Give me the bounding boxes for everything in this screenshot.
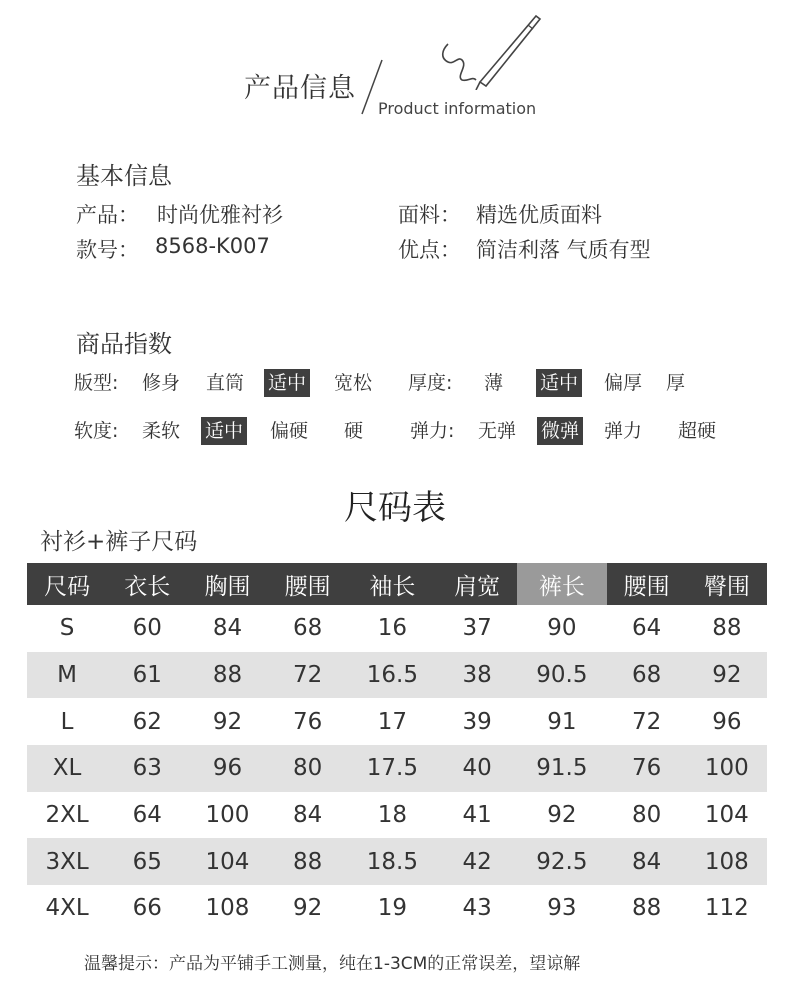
table-cell: 80 bbox=[268, 745, 348, 792]
elasticity-option: 无弹 bbox=[478, 420, 517, 442]
index-row-softness-elasticity bbox=[0, 417, 790, 445]
table-cell: 40 bbox=[437, 745, 517, 792]
table-row bbox=[27, 838, 767, 885]
table-row bbox=[27, 745, 767, 792]
elasticity-label: 弹力: bbox=[410, 420, 455, 442]
softness-label: 软度: bbox=[74, 420, 119, 442]
table-row bbox=[27, 885, 767, 932]
table-cell: 91.5 bbox=[517, 745, 606, 792]
basic-info-title: 基本信息 bbox=[76, 162, 172, 190]
table-cell: 63 bbox=[107, 745, 187, 792]
table-cell: 76 bbox=[293, 708, 323, 735]
basic-info-row bbox=[76, 199, 139, 229]
table-cell: 64 bbox=[631, 615, 662, 642]
table-cell: 4XL bbox=[45, 895, 89, 922]
table-cell: 84 bbox=[293, 802, 323, 829]
size-chart-caption: 衬衫+裤子尺码 bbox=[40, 529, 198, 555]
table-cell: 108 bbox=[205, 895, 250, 922]
table-cell: 90.5 bbox=[517, 652, 606, 699]
table-cell: 104 bbox=[187, 838, 267, 885]
softness-option: 偏硬 bbox=[270, 420, 309, 442]
table-cell: S bbox=[59, 615, 75, 642]
table-cell: 72 bbox=[268, 652, 348, 699]
elasticity-option: 超硬 bbox=[678, 420, 717, 442]
table-cell: 42 bbox=[437, 838, 517, 885]
size-chart-title: 尺码表 bbox=[344, 488, 446, 528]
thickness-option: 薄 bbox=[484, 372, 504, 394]
table-cell: 100 bbox=[687, 745, 767, 792]
table-cell: 88 bbox=[712, 615, 742, 642]
thickness-label: 厚度: bbox=[408, 372, 453, 394]
table-cell: 65 bbox=[107, 838, 187, 885]
table-cell: 92 bbox=[293, 895, 323, 922]
table-cell: 96 bbox=[187, 745, 267, 792]
softness-option: 柔软 bbox=[142, 420, 181, 442]
product-value: 时尚优雅衬衫 bbox=[157, 203, 283, 227]
table-cell: 66 bbox=[132, 895, 162, 922]
style-no-label: 款号： bbox=[76, 238, 139, 262]
table-cell: 96 bbox=[712, 708, 742, 735]
size-table bbox=[27, 563, 767, 932]
table-cell: M bbox=[27, 652, 107, 699]
advantage-value: 简洁利落 气质有型 bbox=[476, 238, 651, 262]
table-row bbox=[27, 652, 767, 699]
fabric-label: 面料： bbox=[398, 203, 461, 227]
product-label: 产品： bbox=[76, 203, 139, 227]
table-cell: 64 bbox=[132, 802, 162, 829]
table-cell: 84 bbox=[212, 615, 243, 642]
table-row bbox=[27, 698, 767, 745]
style-no-value: 8568-K007 bbox=[155, 234, 270, 258]
page-title: 产品信息 bbox=[244, 73, 356, 104]
table-cell: 62 bbox=[132, 708, 162, 735]
table-cell: 41 bbox=[462, 802, 492, 829]
table-cell: 16.5 bbox=[348, 652, 437, 699]
table-cell: 88 bbox=[187, 652, 267, 699]
table-cell: 92 bbox=[687, 652, 767, 699]
table-cell: 92.5 bbox=[517, 838, 606, 885]
table-cell: 39 bbox=[462, 708, 492, 735]
table-cell: 18 bbox=[377, 802, 408, 829]
table-cell: XL bbox=[27, 745, 107, 792]
pen-icon bbox=[436, 10, 546, 90]
table-cell: 2XL bbox=[45, 802, 89, 829]
table-row bbox=[27, 605, 767, 652]
table-cell: 88 bbox=[631, 895, 662, 922]
table-cell: 68 bbox=[293, 615, 323, 642]
thickness-option: 厚 bbox=[666, 372, 686, 394]
thickness-option: 偏厚 bbox=[604, 372, 643, 394]
header-pants-waist: 腰围 bbox=[607, 563, 687, 605]
header-chest: 胸围 bbox=[187, 563, 267, 605]
table-cell: 72 bbox=[631, 708, 662, 735]
table-cell: 17 bbox=[377, 708, 408, 735]
header-sleeve: 袖长 bbox=[348, 563, 437, 605]
table-cell: 3XL bbox=[27, 838, 107, 885]
table-cell: 91 bbox=[547, 708, 577, 735]
header-hip: 臀围 bbox=[687, 563, 767, 605]
table-cell: 76 bbox=[607, 745, 687, 792]
softness-option-selected: 适中 bbox=[201, 417, 247, 445]
table-cell: 61 bbox=[107, 652, 187, 699]
header-length: 衣长 bbox=[107, 563, 187, 605]
table-cell: 19 bbox=[377, 895, 408, 922]
table-row bbox=[27, 792, 767, 839]
index-row-fit-thickness bbox=[0, 369, 790, 397]
table-cell: 90 bbox=[547, 615, 577, 642]
table-cell: 84 bbox=[607, 838, 687, 885]
table-cell: 108 bbox=[687, 838, 767, 885]
table-cell: 38 bbox=[437, 652, 517, 699]
table-cell: 37 bbox=[462, 615, 492, 642]
fabric-value: 精选优质面料 bbox=[476, 203, 602, 227]
header-size: 尺码 bbox=[27, 563, 107, 605]
table-cell: 92 bbox=[212, 708, 243, 735]
table-cell: 100 bbox=[205, 802, 250, 829]
table-cell: 68 bbox=[607, 652, 687, 699]
fit-label: 版型: bbox=[74, 372, 119, 394]
header-waist: 腰围 bbox=[268, 563, 348, 605]
table-header-row bbox=[27, 563, 767, 605]
elasticity-option: 弹力 bbox=[604, 420, 643, 442]
table-cell: 60 bbox=[132, 615, 162, 642]
softness-option: 硬 bbox=[344, 420, 364, 442]
fit-option-selected: 适中 bbox=[264, 369, 310, 397]
product-index-title: 商品指数 bbox=[76, 330, 172, 358]
thickness-option-selected: 适中 bbox=[536, 369, 582, 397]
table-cell: 92 bbox=[547, 802, 577, 829]
table-cell: 43 bbox=[462, 895, 492, 922]
fit-option: 宽松 bbox=[334, 372, 373, 394]
page-subtitle: Product information bbox=[378, 99, 537, 118]
table-cell: 88 bbox=[268, 838, 348, 885]
table-cell: 18.5 bbox=[348, 838, 437, 885]
table-cell: 16 bbox=[377, 615, 408, 642]
table-cell: 17.5 bbox=[348, 745, 437, 792]
table-cell: 112 bbox=[704, 895, 749, 922]
elasticity-option-selected: 微弹 bbox=[537, 417, 583, 445]
fit-option: 直筒 bbox=[206, 372, 245, 394]
table-cell: 104 bbox=[704, 802, 749, 829]
footnote: 温馨提示：产品为平铺手工测量，纯在1-3CM的正常误差，望谅解 bbox=[84, 954, 581, 974]
table-cell: L bbox=[60, 708, 74, 735]
header-shoulder: 肩宽 bbox=[437, 563, 517, 605]
header-pants-length: 裤长 bbox=[517, 563, 606, 605]
fit-option: 修身 bbox=[142, 372, 181, 394]
advantage-label: 优点： bbox=[398, 238, 461, 262]
table-cell: 80 bbox=[631, 802, 662, 829]
table-cell: 93 bbox=[547, 895, 577, 922]
